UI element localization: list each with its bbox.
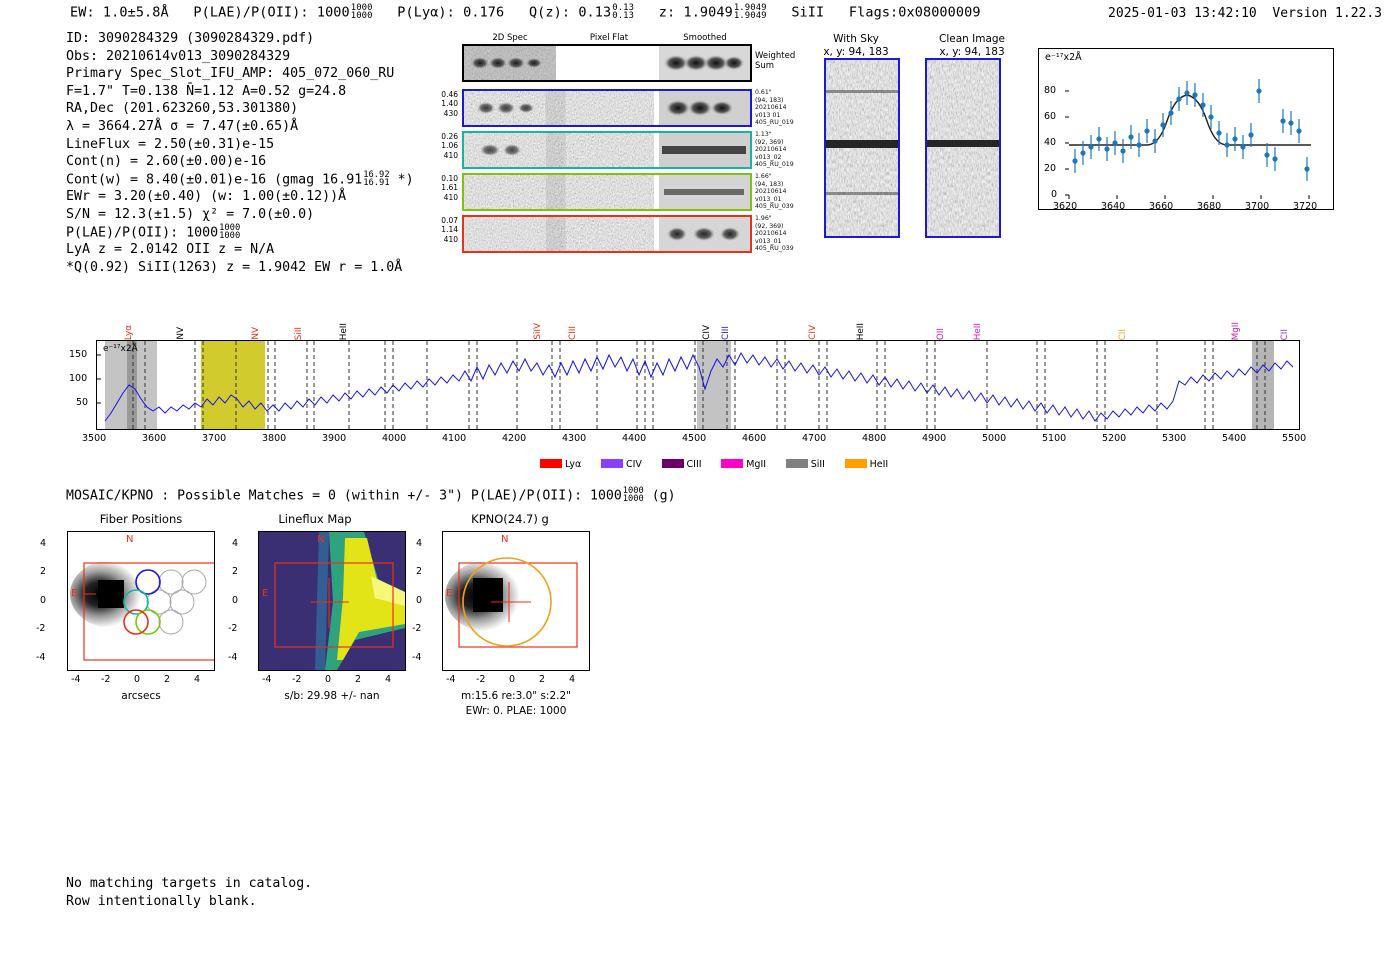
lineflux-ytick-m2: -2 xyxy=(228,623,238,634)
panel-title-kpno: KPNO(24.7) g xyxy=(471,512,549,526)
lineflux-xtick-0: 0 xyxy=(325,674,332,685)
legend-swatch-civ xyxy=(601,459,623,468)
kpno-ytick-m2: -2 xyxy=(412,623,422,634)
fiber-ytick-4: 4 xyxy=(40,538,47,549)
header-plae-poii-fraction: 1000 1000 xyxy=(350,3,373,22)
fullspec-svg xyxy=(97,341,1299,429)
cutout-title-with-sky: With Sky x, y: 94, 183 xyxy=(823,33,889,58)
lineflux-ytick-4: 4 xyxy=(232,538,239,549)
fullspec-xtick-4900: 4900 xyxy=(922,433,947,444)
legend-swatch-mgii xyxy=(721,459,743,468)
info-plae-fraction: 1000 1000 xyxy=(219,222,241,241)
fullspec-xtick-3500: 3500 xyxy=(82,433,107,444)
fiber-positions-svg xyxy=(68,532,214,670)
info-cont-n: Cont(n) = 2.60(±0.00)e-16 xyxy=(66,154,267,170)
lineplot-xtick-5: 3720 xyxy=(1293,201,1318,212)
fiber-xtick-0: 0 xyxy=(134,674,141,685)
info-seeing: F=1.7" T=0.138 N̄=1.12 A=0.52 g=24.8 xyxy=(66,83,347,99)
lineflux-east-label: E xyxy=(262,588,269,599)
info-lya-z: LyA z = 2.0142 OII z = N/A xyxy=(66,242,275,258)
info-lineflux: LineFlux = 2.50(±0.31)e-15 xyxy=(66,136,275,152)
lineplot-xtick-1: 3640 xyxy=(1101,201,1126,212)
exposure-image-3 xyxy=(464,175,750,209)
fiber-xtick-2: 2 xyxy=(164,674,171,685)
legend-swatch-siii xyxy=(786,459,808,468)
fullspec-xtick-3700: 3700 xyxy=(202,433,227,444)
lineplot-yunit: e⁻¹⁷x2Å xyxy=(1045,52,1082,63)
emlabel-heii-2: HeII xyxy=(856,322,866,340)
bottom-note-line1: No matching targets in catalog. xyxy=(66,876,313,891)
fullspec-xtick-4300: 4300 xyxy=(562,433,587,444)
fullspec-xtick-3800: 3800 xyxy=(262,433,287,444)
fullspec-ytick-150: 150 xyxy=(69,349,88,360)
fiber-positions-east-label: E xyxy=(71,588,78,599)
bottom-note-line2: Row intentionally blank. xyxy=(66,894,257,909)
fullspec-xtick-row xyxy=(82,433,1307,447)
fiber-xtick-m2: -2 xyxy=(101,674,111,685)
exposure-strip-2 xyxy=(462,131,752,169)
emlabel-nv-2: NV xyxy=(251,327,261,340)
lineplot-ytick-1: 20 xyxy=(1044,163,1057,174)
weighted-sum-image xyxy=(464,46,750,80)
exposure-image-2 xyxy=(464,133,750,167)
lineplot-xtick-4: 3700 xyxy=(1245,201,1270,212)
lineplot-xtick-0: 3620 xyxy=(1053,201,1078,212)
fullspec-xtick-3900: 3900 xyxy=(322,433,347,444)
kpno-svg xyxy=(443,532,589,670)
fullspec-xtick-4500: 4500 xyxy=(682,433,707,444)
lineflux-xtick-m2: -2 xyxy=(292,674,302,685)
legend-item-lya: Lyα xyxy=(540,459,581,470)
lineflux-ytick-m4: -4 xyxy=(228,652,238,663)
fiber-positions-image xyxy=(67,531,215,671)
fiber-xtick-4: 4 xyxy=(194,674,201,685)
legend-swatch-heii xyxy=(845,459,867,468)
info-ewr: EWr = 3.20(±0.40) (w: 1.00(±0.12))Å xyxy=(66,189,347,205)
header-plae-poii: P(LAE)/P(OII): 1000 xyxy=(193,4,350,21)
kpno-xlabel: m:15.6 re:3.0" s:2.2" xyxy=(461,690,571,702)
info-sn: S/N = 12.3(±1.5) χ² = 7.0(±0.0) xyxy=(66,206,315,222)
emission-line-fit-plot xyxy=(1038,48,1334,210)
lineflux-xtick-2: 2 xyxy=(355,674,362,685)
spec-col-title-2dspec: 2D Spec xyxy=(492,33,528,43)
lineplot-xtick-3: 3680 xyxy=(1197,201,1222,212)
mosaic-title: MOSAIC/KPNO : Possible Matches = 0 (within +/- 3") P(LAE)/P(OII): 10001000 1000 (g) xyxy=(66,486,676,505)
fiber-positions-north-label: N xyxy=(126,534,134,545)
legend-item-siii: SiII xyxy=(786,459,825,470)
lineflux-ytick-2: 2 xyxy=(232,566,239,577)
header-z-fraction: 1.9049 1.9049 xyxy=(733,3,767,22)
header-flags: Flags:0x08000009 xyxy=(848,4,981,21)
exposure-left-numbers-4: 0.07 1.14 410 xyxy=(441,216,458,244)
emlabel-cii-1: CII xyxy=(1118,328,1128,340)
weighted-sum-label: Weighted Sum xyxy=(755,51,796,71)
fullspec-xtick-4800: 4800 xyxy=(862,433,887,444)
legend-item-heii: HeII xyxy=(845,459,889,470)
lineplot-ytick-4: 80 xyxy=(1044,85,1057,96)
lineplot-ytick-0: 0 xyxy=(1051,189,1058,200)
info-cont-w-fraction: 16.92 16.91 xyxy=(363,169,390,189)
lineflux-xtick-m4: -4 xyxy=(262,674,272,685)
fullspec-xtick-5000: 5000 xyxy=(982,433,1007,444)
lineflux-ytick-0: 0 xyxy=(232,595,239,606)
lineplot-svg xyxy=(1039,49,1333,209)
kpno-ytick-m4: -4 xyxy=(412,652,422,663)
spec-col-title-smoothed: Smoothed xyxy=(683,33,727,43)
fullspec-xtick-3600: 3600 xyxy=(142,433,167,444)
fiber-ytick-m2: -2 xyxy=(36,623,46,634)
exposure-left-numbers-3: 0.10 1.61 410 xyxy=(441,174,458,202)
mosaic-title-fraction: 1000 1000 xyxy=(622,486,644,505)
object-info-block xyxy=(66,30,414,276)
fullspec-ytick-50: 50 xyxy=(76,397,89,408)
lineflux-map-image xyxy=(258,531,406,671)
emlabel-ciii-2: CIII xyxy=(721,326,731,340)
lineflux-map-svg xyxy=(259,532,405,670)
info-obs: Obs: 20210614v013_3090284329 xyxy=(66,48,291,64)
kpno-ewr-plae-caption: EWr: 0. PLAE: 1000 xyxy=(465,705,567,717)
kpno-xtick-m4: -4 xyxy=(446,674,456,685)
spec-2d-panel xyxy=(441,33,807,258)
emlabel-mgii: MgII xyxy=(1231,321,1241,340)
kpno-image xyxy=(442,531,590,671)
fullspec-xtick-5200: 5200 xyxy=(1102,433,1127,444)
kpno-east-label: E xyxy=(446,588,453,599)
version: Version 1.22.3 xyxy=(1272,6,1382,21)
kpno-north-label: N xyxy=(501,534,509,545)
exposure-left-numbers-2: 0.26 1.06 410 xyxy=(441,132,458,160)
exposure-left-numbers-1: 0.46 1.40 430 xyxy=(441,90,458,118)
emlabel-siiv: SiIV xyxy=(533,323,543,340)
timestamp: 2025-01-03 13:42:10 xyxy=(1108,6,1257,21)
lineflux-xtick-4: 4 xyxy=(385,674,392,685)
fiber-positions-xlabel: arcsecs xyxy=(121,690,161,702)
bottom-note xyxy=(66,875,312,911)
panel-title-fiber-positions: Fiber Positions xyxy=(99,512,183,526)
legend-swatch-ciii xyxy=(662,459,684,468)
fullspec-yunit: e⁻¹⁷x2Å xyxy=(103,344,138,354)
header-ew: EW: 1.0±5.8Å xyxy=(70,4,169,21)
exposure-meta-4: 1.96" (92, 369) 20210614 v013_01 405_RU_039 xyxy=(755,215,794,253)
kpno-ytick-2: 2 xyxy=(416,566,423,577)
lineflux-north-label: N xyxy=(317,534,325,545)
cutout-clean-image-image xyxy=(927,60,999,236)
panel-title-lineflux-map: Lineflux Map xyxy=(278,512,352,526)
header-z: z: 1.9049 xyxy=(658,4,733,21)
info-q-line: *Q(0.92) SiII(1263) z = 1.9042 EW r = 1.0Å xyxy=(66,259,403,275)
lineflux-map-xlabel: s/b: 29.98 +/- nan xyxy=(284,690,380,702)
legend-swatch-lya xyxy=(540,459,562,468)
cutout-title-clean-image: Clean Image x, y: 94, 183 xyxy=(938,33,1006,58)
cutout-with-sky-image xyxy=(826,60,898,236)
cutout-with-sky xyxy=(824,58,900,238)
fiber-xtick-m4: -4 xyxy=(71,674,81,685)
fullspec-xtick-4200: 4200 xyxy=(502,433,527,444)
header-summary-line xyxy=(70,4,981,21)
legend-item-civ: CIV xyxy=(601,459,642,470)
fullspec-xtick-4100: 4100 xyxy=(442,433,467,444)
exposure-strip-1 xyxy=(462,89,752,127)
fullspec-ytick-100: 100 xyxy=(69,373,88,384)
fullspec-xtick-4600: 4600 xyxy=(742,433,767,444)
spec-col-title-pixelflat: Pixel Flat xyxy=(589,33,629,43)
kpno-xtick-4: 4 xyxy=(569,674,576,685)
fiber-ytick-m4: -4 xyxy=(36,652,46,663)
emlabel-siii: SiII xyxy=(294,326,304,340)
header-plya: P(Lyα): 0.176 xyxy=(397,4,505,21)
info-plae: P(LAE)/P(OII): 10001000 1000 xyxy=(66,222,241,241)
kpno-xtick-m2: -2 xyxy=(476,674,486,685)
timestamp-version xyxy=(1108,6,1382,21)
exposure-meta-2: 1.13" (92, 369) 20210614 v013_02 405_RU_019 xyxy=(755,131,794,169)
exposure-image-1 xyxy=(464,91,750,125)
exposure-strip-4 xyxy=(462,215,752,253)
fiber-ytick-2: 2 xyxy=(40,566,47,577)
header-line-id: SiII xyxy=(791,4,825,21)
emlabel-cii-2: CII xyxy=(1280,328,1290,340)
header-qz-fraction: 0.13 0.13 xyxy=(612,3,635,22)
exposure-strip-3 xyxy=(462,173,752,211)
info-lambda: λ = 3664.27Å σ = 7.47(±0.65)Å xyxy=(66,118,299,134)
info-cont-w: Cont(w) = 8.40(±0.01)e-16 (gmag 16.9116.92 16.91 *) xyxy=(66,169,414,189)
fullspec-xtick-5300: 5300 xyxy=(1162,433,1187,444)
emlabel-civ-1: CIV xyxy=(702,325,712,340)
emission-line-labels xyxy=(96,306,1300,340)
cutout-clean-image xyxy=(925,58,1001,238)
fullspec-xtick-4400: 4400 xyxy=(622,433,647,444)
emlabel-lya: Lyα xyxy=(124,324,134,340)
fullspec-xtick-5500: 5500 xyxy=(1282,433,1307,444)
lineplot-ytick-3: 60 xyxy=(1044,111,1057,122)
full-spectrum-plot xyxy=(69,340,1300,430)
kpno-ytick-0: 0 xyxy=(416,595,423,606)
emlabel-heii-1: HeII xyxy=(339,322,349,340)
fullspec-xtick-5100: 5100 xyxy=(1042,433,1067,444)
lineplot-ytick-2: 40 xyxy=(1044,137,1057,148)
fullspec-xtick-4000: 4000 xyxy=(382,433,407,444)
weighted-sum-strip xyxy=(462,44,752,82)
info-id: ID: 3090284329 (3090284329.pdf) xyxy=(66,31,315,46)
exposure-image-4 xyxy=(464,217,750,251)
emlabel-nv-1: NV xyxy=(176,327,186,340)
emlabel-civ-2: CIV xyxy=(808,325,818,340)
header-qz: Q(z): 0.13 xyxy=(528,4,612,21)
info-radec: RA,Dec (201.623260,53.301380) xyxy=(66,101,299,117)
legend-item-ciii: CIII xyxy=(662,459,702,470)
fullspec-xtick-4700: 4700 xyxy=(802,433,827,444)
fullspec-legend xyxy=(540,452,898,471)
emlabel-oii: OII xyxy=(936,327,946,340)
lineplot-xtick-2: 3660 xyxy=(1149,201,1174,212)
info-primary-spec: Primary Spec_Slot_IFU_AMP: 405_072_060_RU xyxy=(66,66,395,82)
exposure-meta-3: 1.66" (94, 183) 20210614 v013_01 405_RU_039 xyxy=(755,173,794,211)
emlabel-heii-3: HeII xyxy=(973,322,983,340)
fullspec-xtick-5400: 5400 xyxy=(1222,433,1247,444)
legend-item-mgii: MgII xyxy=(721,459,766,470)
kpno-xtick-0: 0 xyxy=(509,674,516,685)
exposure-meta-1: 0.61" (94, 183) 20210614 v013 01 405_RU_019 xyxy=(755,89,794,127)
kpno-xtick-2: 2 xyxy=(539,674,546,685)
fiber-ytick-0: 0 xyxy=(40,595,47,606)
kpno-ytick-4: 4 xyxy=(416,538,423,549)
emlabel-ciii-1: CIII xyxy=(568,326,578,340)
